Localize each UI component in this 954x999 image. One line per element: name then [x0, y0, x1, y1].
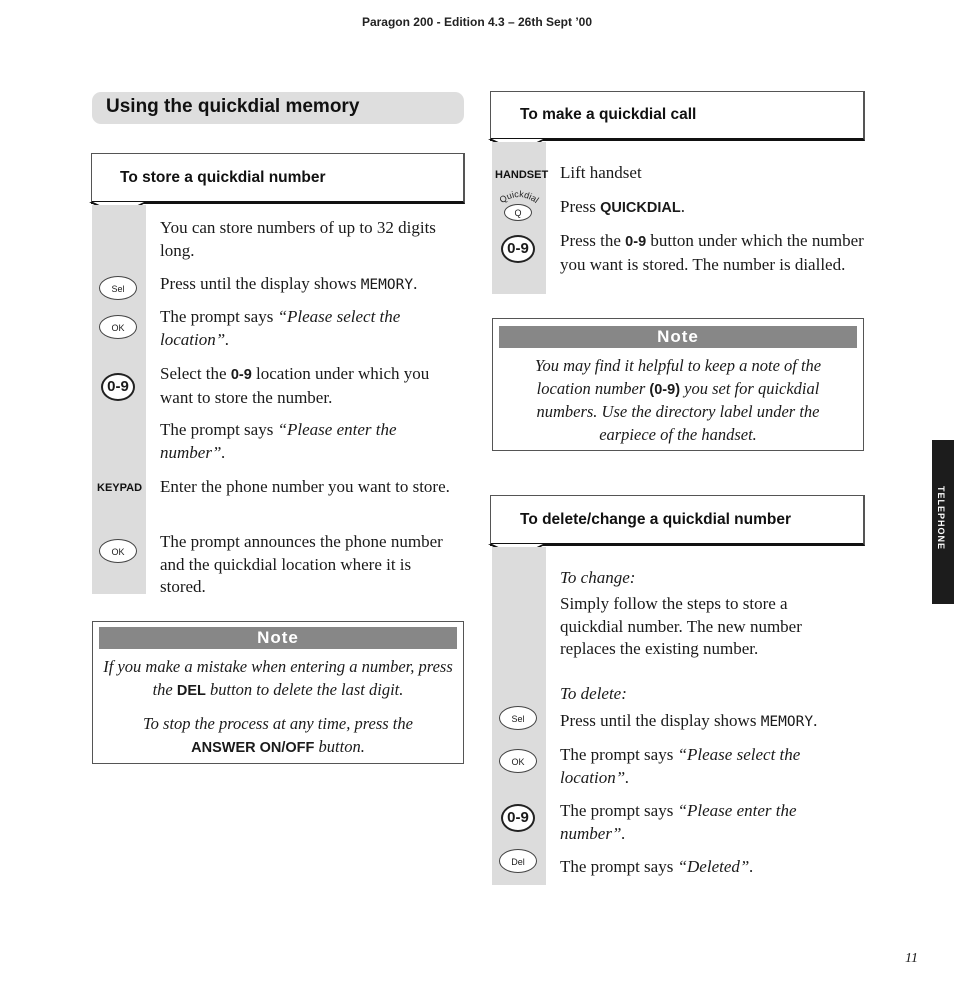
store-step-4-text: Select the 0-9 location under which you want to store the number. — [160, 364, 430, 407]
call-heading: To make a quickdial call — [520, 106, 697, 123]
ok-key-icon: OK — [99, 315, 137, 339]
store-step-7-text: The prompt announces the phone number and the quickdial location where it is stored. — [160, 532, 443, 596]
sel-key-icon: Sel — [99, 276, 137, 300]
delete-heading-box — [490, 495, 865, 546]
call-step-2-text: Press QUICKDIAL. — [560, 197, 685, 216]
quickdial-key-icon: Q — [504, 204, 532, 221]
store-step-6-text: Enter the phone number you want to store. — [160, 477, 450, 496]
note-label-2: Note — [499, 326, 857, 348]
number-keys-icon: 0-9 — [101, 373, 135, 401]
delete-step-3-text: The prompt says “Please enter the number”. — [560, 801, 797, 843]
display-memory: MEMORY — [360, 277, 414, 293]
store-step-5-text: The prompt says “Please enter the number”. — [160, 420, 397, 462]
number-keys-icon: 0-9 — [501, 804, 535, 832]
change-text: Simply follow the steps to store a quickdial number. The new number replaces the existing number. — [560, 594, 802, 658]
keypad-label: KEYPAD — [97, 482, 143, 494]
delete-label: To delete: — [560, 684, 627, 703]
ok-key-icon: OK — [99, 539, 137, 563]
section-title-text: Using the quickdial memory — [106, 96, 360, 117]
side-tab-label: TELEPHONE — [936, 486, 946, 551]
note-box-2 — [492, 318, 864, 451]
del-key-icon: Del — [499, 849, 537, 873]
section-title — [92, 92, 464, 124]
delete-step-1-text: Press until the display shows MEMORY. — [560, 711, 818, 730]
store-heading: To store a quickdial number — [120, 169, 326, 186]
note-1-paragraph-2: To stop the process at any time, press the ANSWER ON/OFF button. — [143, 714, 413, 756]
call-step-1-text: Lift handset — [560, 163, 642, 182]
store-step-2-text: Press until the display shows MEMORY. — [160, 274, 418, 293]
note-1-paragraph-1: If you make a mistake when entering a number, press the DEL button to delete the last digit. — [103, 657, 453, 699]
call-step-3-text: Press the 0-9 button under which the number you want is stored. The number is dialled. — [560, 231, 864, 274]
note-box-1 — [92, 621, 464, 764]
handset-label: HANDSET — [495, 169, 549, 181]
sel-key-icon: Sel — [499, 706, 537, 730]
note-label-1: Note — [99, 627, 457, 649]
display-memory: MEMORY — [760, 714, 814, 730]
store-step-3-text: The prompt says “Please select the location”. — [160, 307, 401, 349]
number-keys-icon: 0-9 — [501, 235, 535, 263]
delete-heading: To delete/change a quickdial number — [520, 511, 792, 528]
change-label: To change: — [560, 568, 636, 587]
delete-step-4-text: The prompt says “Deleted”. — [560, 857, 754, 876]
store-heading-box — [91, 153, 465, 204]
store-step-1-text: You can store numbers of up to 32 digits long. — [160, 218, 436, 260]
quickdial-label-text: Quickdial — [497, 190, 541, 206]
page-number: 11 — [905, 951, 918, 966]
delete-step-2-text: The prompt says “Please select the location”. — [560, 745, 801, 787]
document-header: Paragon 200 - Edition 4.3 – 26th Sept ’00 — [361, 15, 593, 29]
ok-key-icon: OK — [499, 749, 537, 773]
note-2-text: You may find it helpful to keep a note of the location number (0-9) you set for quickdial numbers. Use the directory label under the earpiece of the handset. — [534, 356, 822, 444]
side-tab — [932, 440, 954, 604]
call-heading-box — [490, 91, 865, 141]
